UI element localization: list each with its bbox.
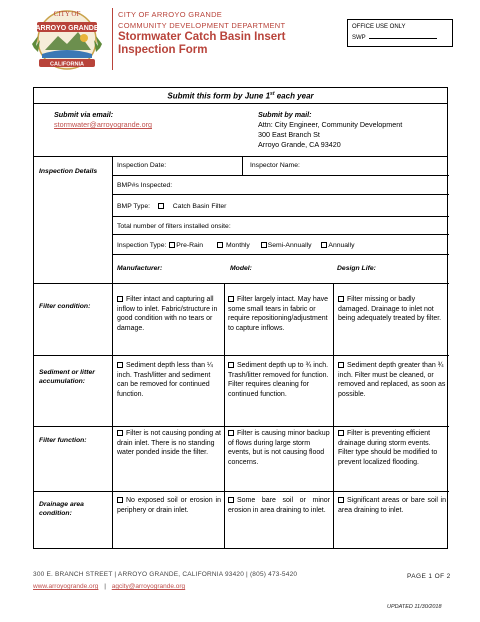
footer-address: 300 E. BRANCH STREET | ARROYO GRANDE, CALIFORNIA 93420 | (805) 473-5420	[33, 571, 298, 578]
page-number: PAGE 1 OF 2	[407, 573, 451, 580]
email-label: Submit via email:	[54, 110, 114, 119]
sediment-label: Sediment or litter accumulation:	[39, 369, 95, 385]
model-field[interactable]: Model:	[230, 265, 252, 272]
inspection-form	[33, 87, 448, 549]
swp-label: SWP	[352, 35, 366, 41]
inspection-type-row	[117, 241, 354, 250]
filter-function-label: Filter function:	[39, 437, 87, 444]
sediment-poor: Sediment depth greater than ¾ inch. Filter must be cleaned, or removed and replaced, as soon as possible.	[338, 362, 446, 398]
inspection-type-label: Inspection Type:	[117, 242, 167, 249]
mail-label: Submit by mail:	[258, 110, 312, 119]
sediment-good: Sediment depth less than ¼ inch. Trash/litter and sediment can be removed for continued function.	[117, 362, 213, 398]
drainage-area-label: Drainage area condition:	[39, 501, 84, 517]
footer-link-separator: |	[104, 583, 106, 590]
header-divider	[112, 8, 113, 70]
manufacturer-field[interactable]: Manufacturer:	[117, 265, 163, 272]
mail-line-3: Arroyo Grande, CA 93420	[258, 140, 341, 149]
filter-condition-good: Filter intact and capturing all inflow to inlet. Fabric/structure in good condition with no tears or damage.	[117, 296, 218, 332]
annually-label: Annually	[328, 242, 355, 249]
pre-rain-checkbox[interactable]	[169, 242, 175, 248]
pre-rain-label: Pre-Rain	[176, 242, 204, 249]
mail-line-2: 300 East Branch St	[258, 130, 320, 139]
sediment-good-checkbox[interactable]	[117, 362, 123, 368]
filter-condition-poor: Filter missing or badly damaged. Drainage to inlet not being adequately treated by filter.	[338, 296, 442, 323]
form-title-line1: Stormwater Catch Basin Insert	[118, 31, 286, 43]
filter-condition-poor-checkbox[interactable]	[338, 296, 344, 302]
filter-function-good: Filter is not causing ponding at drain inlet. There is no standing water ponded inside the filter.	[117, 430, 221, 457]
header-text-block	[118, 10, 285, 57]
title-rule	[34, 103, 447, 104]
submit-email-block	[54, 110, 152, 130]
mail-line-1: Attn: City Engineer, Community Development	[258, 120, 403, 129]
office-use-box	[347, 19, 453, 47]
annually-checkbox[interactable]	[321, 242, 327, 248]
semi-annually-label: Semi-Annually	[267, 242, 312, 249]
inspector-name-field[interactable]: Inspector Name:	[250, 162, 300, 169]
filter-function-good-checkbox[interactable]	[117, 430, 123, 436]
sediment-fair: Sediment depth up to ¾ inch. Trash/litter removed for function. Filter requires cleaning for continued function.	[228, 362, 329, 398]
website-link[interactable]: www.arroyogrande.org	[33, 583, 99, 590]
filter-function-fair: Filter is causing minor backup of flows during large storm events, but is not causing flood concerns.	[228, 430, 330, 466]
drainage-poor-checkbox[interactable]	[338, 497, 344, 503]
office-use-label: OFFICE USE ONLY	[352, 24, 406, 30]
filter-condition-good-checkbox[interactable]	[117, 296, 123, 302]
filter-condition-fair: Filter largely intact. May have some small tears in fabric or require repositioning/adjustment to capture inflows.	[228, 296, 329, 332]
drainage-poor: Significant areas or bare soil in area draining to inlet.	[338, 497, 446, 514]
bmp-type-row	[117, 202, 226, 211]
footer-email-link[interactable]: agcity@arroyogrande.org	[111, 583, 186, 590]
bmp-type-label: BMP Type:	[117, 203, 150, 210]
city-name: CITY OF ARROYO GRANDE	[118, 10, 223, 19]
updated-date: UPDATED 11/30/2018	[387, 604, 442, 610]
drainage-fair: Some bare soil or minor erosion in area draining to inlet.	[228, 497, 330, 514]
filter-function-poor: Filter is preventing efficient drainage during storm events. Filter type should be modified to prevent localized flooding.	[338, 430, 438, 466]
inspection-date-field[interactable]: Inspection Date:	[117, 162, 167, 169]
filter-function-poor-checkbox[interactable]	[338, 430, 344, 436]
bmps-inspected-field[interactable]: BMP#s Inspected:	[117, 182, 173, 189]
logo-california-text: CALIFORNIA	[50, 61, 84, 68]
catch-basin-label: Catch Basin Filter	[172, 203, 227, 210]
submit-deadline: Submit this form by June 1st each year	[167, 91, 314, 101]
filter-condition-fair-checkbox[interactable]	[228, 296, 234, 302]
drainage-good: No exposed soil or erosion in periphery or drain inlet.	[117, 497, 221, 514]
email-link[interactable]: stormwater@arroyogrande.org	[54, 120, 152, 129]
sediment-poor-checkbox[interactable]	[338, 362, 344, 368]
monthly-label: Monthly	[225, 242, 250, 249]
inspection-details-label: Inspection Details	[39, 168, 98, 175]
semi-annually-checkbox[interactable]	[261, 242, 267, 248]
swp-field[interactable]	[369, 32, 437, 39]
logo-arroyo-grande-text: ARROYO GRANDE	[35, 25, 99, 32]
monthly-checkbox[interactable]	[217, 242, 223, 248]
filter-condition-label: Filter condition:	[39, 303, 91, 310]
grid-top-rule	[34, 156, 447, 157]
swp-row	[352, 32, 448, 43]
filter-function-fair-checkbox[interactable]	[228, 430, 234, 436]
city-seal-logo	[28, 6, 106, 76]
total-filters-field[interactable]: Total number of filters installed onsite:	[117, 223, 231, 230]
drainage-fair-checkbox[interactable]	[228, 497, 234, 503]
sediment-fair-checkbox[interactable]	[228, 362, 234, 368]
design-life-field[interactable]: Design Life:	[337, 265, 376, 272]
footer-links	[33, 583, 185, 590]
logo-city-of-text: CITY OF	[53, 10, 81, 18]
drainage-good-checkbox[interactable]	[117, 497, 123, 503]
submit-mail-block	[258, 110, 402, 150]
form-title-line2: Inspection Form	[118, 44, 208, 56]
catch-basin-checkbox[interactable]	[158, 203, 164, 209]
department-name: COMMUNITY DEVELOPMENT DEPARTMENT	[118, 21, 286, 30]
